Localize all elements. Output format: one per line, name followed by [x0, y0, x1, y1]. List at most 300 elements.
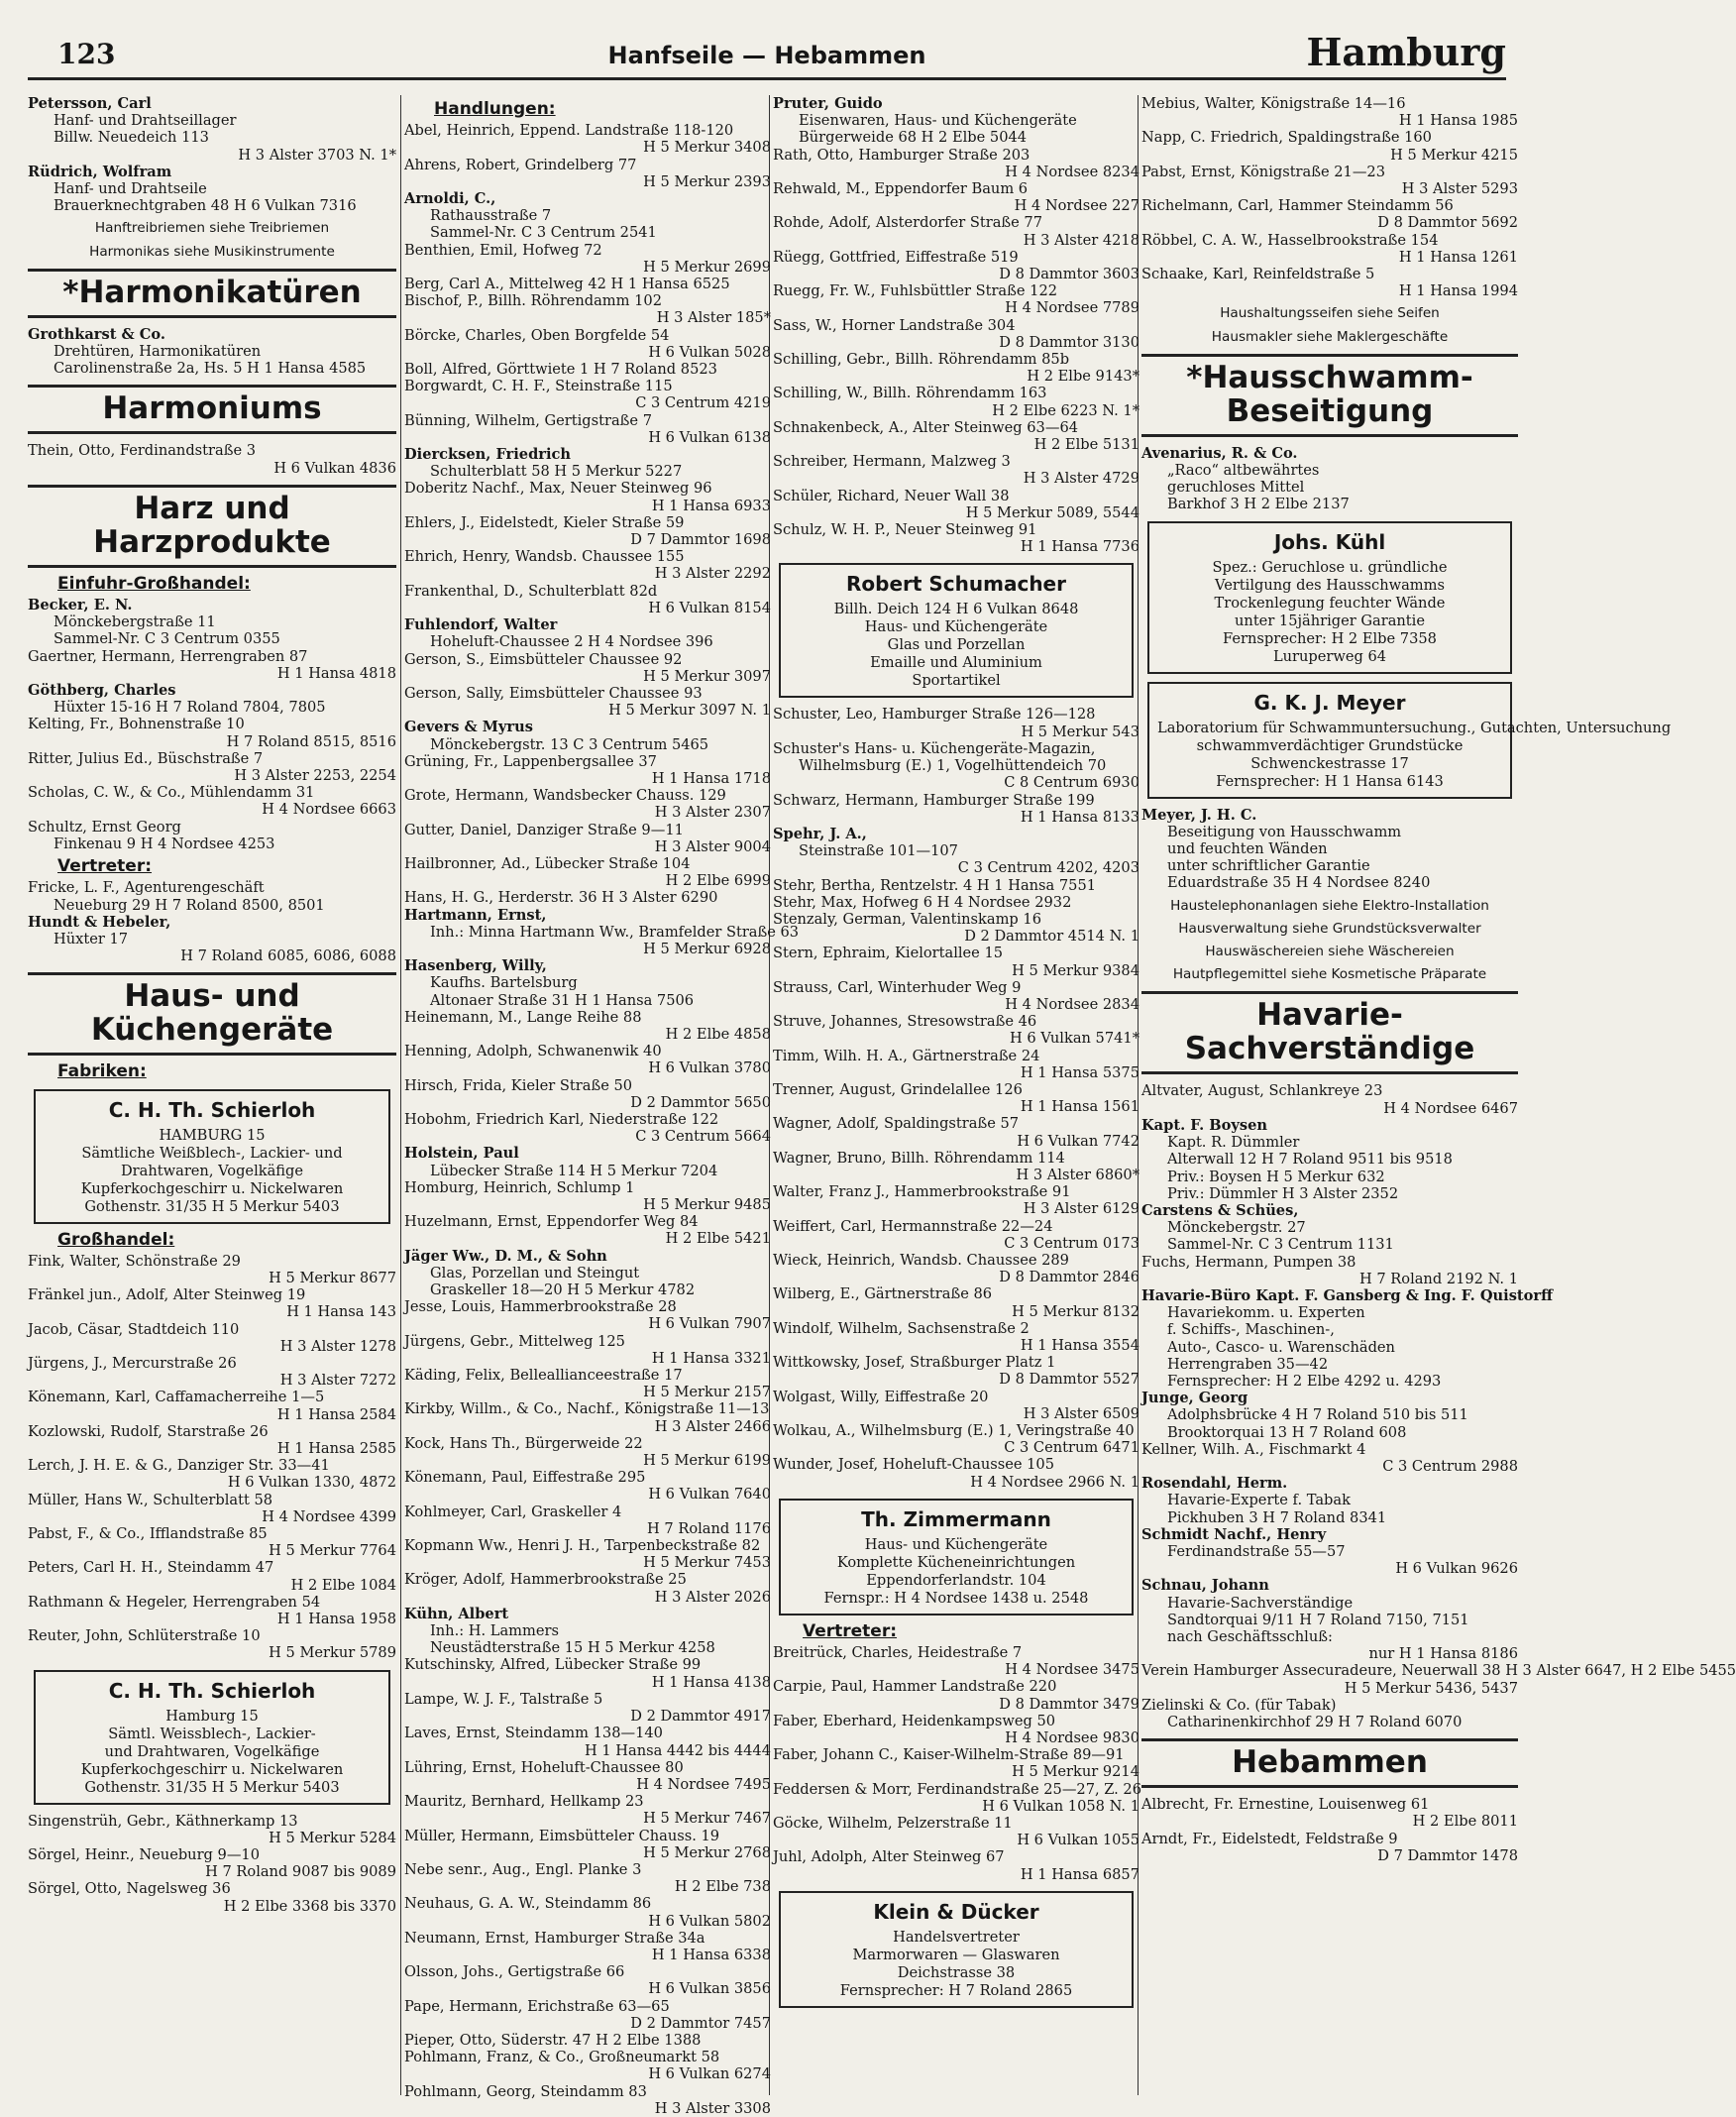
section-heading-line: Harz und	[134, 490, 290, 526]
directory-entry	[773, 1781, 1139, 1815]
entry-line: Benthien, Emil, Hofweg 72	[404, 241, 602, 259]
entry-name: Hasenberg, Willy,	[404, 957, 547, 975]
section-heading-line: Hebammen	[1232, 1744, 1428, 1781]
entry-line: Auto-, Casco- u. Warenschäden	[1167, 1338, 1395, 1356]
directory-entry	[404, 1963, 771, 1997]
section-heading	[1141, 354, 1518, 437]
entry-line: Gerson, Sally, Eimsbütteler Chaussee 93	[404, 684, 703, 702]
entry-phone: H 6 Vulkan 3780	[648, 1059, 771, 1077]
directory-entry	[28, 1457, 396, 1491]
entry-line: Ahrens, Robert, Grindelberg 77	[404, 156, 637, 173]
column-1	[28, 95, 396, 2095]
page-header	[28, 30, 1506, 77]
advertisement-line: Fernsprecher: H 1 Hansa 6143	[1216, 772, 1444, 790]
entry-phone: D 8 Dammtor 3479	[999, 1695, 1139, 1713]
entry-line: Brooktorquai 13 H 7 Roland 608	[1167, 1423, 1407, 1441]
directory-entry	[404, 412, 771, 446]
directory-entry	[1141, 1117, 1518, 1202]
directory-entry	[404, 906, 800, 958]
directory-entry	[404, 1571, 771, 1605]
entry-phone: H 3 Alster 3703 N. 1*	[238, 146, 396, 164]
directory-entry	[28, 1492, 396, 1525]
entry-phone: D 8 Dammtor 3603	[999, 266, 1139, 283]
directory-entry	[773, 488, 1139, 521]
advertisement-line: Eppendorferlandstr. 104	[866, 1571, 1046, 1589]
entry-line: Priv.: Boysen H 5 Merkur 632	[1167, 1168, 1385, 1185]
entry-line: Sammel-Nr. C 3 Centrum 0355	[54, 630, 280, 648]
directory-entry	[404, 2049, 771, 2082]
entry-line: Arndt, Fr., Eidelstedt, Feldstraße 9	[1141, 1830, 1398, 1847]
entry-line: Fränkel jun., Adolf, Alter Steinweg 19	[28, 1286, 306, 1304]
entry-line: Inh.: H. Lammers	[430, 1622, 559, 1640]
directory-entry	[404, 1043, 771, 1076]
entry-phone: D 7 Dammtor 1478	[1377, 1846, 1518, 1864]
entry-line: Kozlowski, Rudolf, Starstraße 26	[28, 1422, 269, 1440]
entry-line: Kapt. R. Dümmler	[1167, 1134, 1300, 1152]
section-heading-line: *Harmonikatüren	[62, 274, 362, 310]
directory-entry	[773, 1644, 1139, 1678]
entry-phone: C 3 Centrum 4219	[635, 394, 771, 412]
directory-entry	[404, 548, 771, 582]
entry-phone: D 2 Dammtor 7457	[630, 2014, 771, 2032]
cross-reference: Hanftreibriemen siehe Treibriemen	[94, 220, 330, 237]
entry-phone: H 6 Vulkan 5028	[648, 343, 771, 361]
entry-line: Borgwardt, C. H. F., Steinstraße 115	[404, 378, 673, 395]
subheading: Handlungen:	[434, 99, 556, 119]
directory-entry	[404, 1333, 771, 1367]
entry-line: Schwarz, Hermann, Hamburger Straße 199	[773, 791, 1095, 809]
entry-phone: H 1 Hansa 1985	[1398, 112, 1518, 130]
subheading: Vertreter:	[803, 1620, 898, 1641]
entry-phone: D 2 Dammtor 4917	[630, 1708, 771, 1726]
entry-phone: H 1 Hansa 4818	[276, 664, 396, 682]
directory-entry	[404, 855, 771, 889]
entry-line: Breitrück, Charles, Heidestraße 7	[773, 1644, 1023, 1662]
directory-entry	[404, 1725, 771, 1758]
directory-entry	[404, 1537, 771, 1571]
entry-line: Jacob, Cäsar, Stadtdeich 110	[28, 1320, 240, 1338]
entry-line: Hoheluft-Chaussee 2 H 4 Nordsee 396	[430, 633, 713, 651]
entry-phone: H 7 Roland 8515, 8516	[226, 732, 396, 750]
directory-entry	[1141, 266, 1518, 299]
subheading: Fabriken:	[57, 1061, 147, 1082]
entry-name: Junge, Georg	[1141, 1390, 1248, 1407]
entry-name: Gevers & Myrus	[404, 719, 533, 736]
entry-line: Hirsch, Frida, Kieler Straße 50	[404, 1076, 633, 1094]
entry-name: Hundt & Hebeler,	[28, 913, 171, 931]
directory-entry	[404, 292, 771, 326]
entry-phone: H 5 Merkur 3097 N. 1	[608, 702, 771, 720]
directory-entry	[28, 1880, 396, 1914]
directory-entry	[773, 351, 1139, 385]
advertisement-line: Gothenstr. 31/35 H 5 Merkur 5403	[84, 1197, 340, 1215]
directory-entry	[1141, 1577, 1518, 1662]
entry-line: Faber, Eberhard, Heidenkampsweg 50	[773, 1712, 1056, 1729]
directory-entry	[773, 147, 1139, 180]
directory-entry	[404, 276, 771, 292]
entry-line: Fuchs, Hermann, Pumpen 38	[1141, 1253, 1356, 1271]
directory-entry	[773, 740, 1139, 792]
entry-line: Sammel-Nr. C 3 Centrum 2541	[430, 224, 657, 242]
header-rule	[28, 77, 1506, 80]
entry-name: Arnoldi, C.,	[404, 190, 496, 208]
cross-reference: Hauswäschereien siehe Wäschereien	[1205, 944, 1455, 960]
advertisement-line: Deichstrasse 38	[897, 1963, 1016, 1981]
directory-entry	[404, 1759, 771, 1793]
entry-line: Rohde, Adolf, Alsterdorfer Straße 77	[773, 214, 1042, 232]
directory-entry	[28, 1525, 396, 1559]
entry-phone: H 6 Vulkan 5741*	[1010, 1030, 1139, 1048]
subheading: Großhandel:	[57, 1229, 175, 1250]
entry-line: Mönckebergstraße 11	[54, 613, 216, 631]
entry-phone: H 5 Merkur 5789	[269, 1644, 396, 1662]
entry-line: Bürgerweide 68 H 2 Elbe 5044	[799, 129, 1028, 147]
directory-entry	[404, 480, 771, 513]
directory-entry	[404, 822, 771, 855]
entry-phone: H 1 Hansa 4138	[651, 1673, 771, 1691]
entry-phone: H 1 Hansa 143	[286, 1303, 396, 1321]
section-heading	[1141, 991, 1518, 1074]
directory-entry	[404, 1077, 771, 1111]
cross-reference: Hautpflegemittel siehe Kosmetische Präparate	[1172, 966, 1487, 983]
entry-line: Altonaer Straße 31 H 1 Hansa 7506	[430, 991, 695, 1009]
directory-entry	[773, 979, 1139, 1013]
subheading: Vertreter:	[57, 856, 153, 877]
entry-line: Pieper, Otto, Süderstr. 47 H 2 Elbe 1388	[404, 2031, 702, 2049]
advertisement-line: Kupferkochgeschirr u. Nickelwaren	[80, 1760, 344, 1778]
entry-line: Stenzaly, German, Valentinskamp 16	[773, 910, 1041, 928]
entry-phone: H 6 Vulkan 7640	[648, 1486, 771, 1504]
entry-name: Avenarius, R. & Co.	[1141, 444, 1298, 462]
entry-phone: H 1 Hansa 1261	[1398, 248, 1518, 266]
entry-phone: H 1 Hansa 1994	[1398, 282, 1518, 300]
entry-phone: H 1 Hansa 2585	[276, 1439, 396, 1457]
entry-line: Pape, Hermann, Erichstraße 63—65	[404, 1997, 670, 2015]
directory-entry	[28, 648, 396, 682]
entry-line: und feuchten Wänden	[1167, 840, 1328, 858]
directory-entry	[773, 877, 1139, 894]
directory-entry	[28, 1846, 396, 1880]
advertisement-line: Spez.: Geruchlose u. gründliche	[1212, 558, 1448, 576]
entry-line: Altvater, August, Schlankreye 23	[1141, 1082, 1383, 1100]
entry-phone: H 4 Nordsee 6663	[262, 801, 396, 819]
page-number: 123	[57, 38, 116, 70]
entry-line: Boll, Alfred, Görttwiete 1 H 7 Roland 8523	[404, 361, 717, 379]
directory-entry	[28, 95, 396, 164]
entry-line: Neustädterstraße 15 H 5 Merkur 4258	[430, 1639, 715, 1657]
directory-entry	[1141, 1441, 1518, 1475]
entry-phone: H 4 Nordsee 7789	[1005, 299, 1139, 317]
advertisement-line: Luruperweg 64	[1272, 647, 1387, 665]
entry-phone: H 7 Roland 9087 bis 9089	[205, 1863, 396, 1881]
directory-entry	[404, 1656, 771, 1690]
entry-phone: H 1 Hansa 6857	[1020, 1865, 1139, 1883]
entry-phone: H 1 Hansa 3321	[651, 1349, 771, 1367]
entry-name: Schnau, Johann	[1141, 1577, 1269, 1595]
directory-entry	[404, 122, 771, 156]
directory-entry	[404, 1111, 771, 1145]
section-heading	[28, 385, 396, 434]
column-4	[1141, 95, 1736, 2095]
entry-line: Laves, Ernst, Steindamm 138—140	[404, 1725, 663, 1742]
entry-line: Havarie-Experte f. Tabak	[1167, 1492, 1351, 1509]
entry-line: Ferdinandstraße 55—57	[1167, 1542, 1346, 1560]
entry-phone: H 5 Merkur 5436, 5437	[1344, 1679, 1518, 1697]
entry-line: Wieck, Heinrich, Wandsb. Chaussee 289	[773, 1251, 1069, 1269]
directory-entry	[773, 706, 1139, 739]
cross-reference: Harmonikas siehe Musikinstrumente	[89, 243, 335, 260]
directory-entry	[404, 2032, 771, 2049]
entry-line: Könemann, Paul, Eiffestraße 295	[404, 1469, 646, 1487]
entry-phone: H 5 Merkur 7453	[643, 1554, 771, 1572]
directory-entry	[404, 719, 771, 752]
entry-line: Sörgel, Heinr., Neueburg 9—10	[28, 1846, 260, 1863]
advertisement-line: Sämtl. Weissblech-, Lackier-	[108, 1725, 316, 1742]
subheading: Einfuhr-Großhandel:	[57, 573, 251, 594]
entry-phone: H 6 Vulkan 6274	[648, 2065, 771, 2083]
entry-phone: H 3 Alster 185*	[656, 309, 771, 327]
entry-phone: H 5 Merkur 8132	[1012, 1302, 1139, 1320]
directory-entry	[1141, 445, 1518, 513]
directory-entry	[773, 1422, 1139, 1456]
directory-entry	[404, 157, 771, 190]
entry-line: Alterwall 12 H 7 Roland 9511 bis 9518	[1167, 1151, 1453, 1169]
city-title: Hamburg	[1306, 30, 1506, 74]
section-heading-line: Küchengeräte	[90, 1012, 334, 1049]
entry-line: Verein Hamburger Assecuradeure, Neuerwall 38 H 3 Alster 6647, H 2 Elbe 5455	[1141, 1662, 1736, 1680]
directory-entry	[28, 682, 396, 716]
directory-entry	[1141, 1662, 1736, 1697]
directory-entry	[1141, 1254, 1518, 1287]
advertisement-title: Klein & Dücker	[873, 1899, 1039, 1924]
entry-phone: H 3 Alster 7272	[279, 1372, 396, 1390]
entry-phone: H 5 Merkur 3097	[643, 667, 771, 685]
entry-phone: H 6 Vulkan 1055	[1017, 1832, 1139, 1849]
entry-line: Könemann, Karl, Caffamacherreihe 1—5	[28, 1389, 325, 1406]
entry-line: Olsson, Johs., Gertigstraße 66	[404, 1963, 625, 1981]
entry-line: Rath, Otto, Hamburger Straße 203	[773, 146, 1031, 164]
directory-entry	[404, 1828, 771, 1861]
directory-entry	[773, 1713, 1139, 1746]
entry-phone: H 3 Alster 2253, 2254	[234, 767, 396, 785]
entry-phone: H 6 Vulkan 6138	[648, 428, 771, 446]
advertisement-line: Haus- und Küchengeräte	[864, 618, 1048, 636]
section-heading	[28, 972, 396, 1056]
directory-entry	[404, 1793, 771, 1827]
entry-phone: H 4 Nordsee 7495	[636, 1775, 771, 1793]
directory-entry	[404, 242, 771, 276]
entry-name: Havarie-Büro Kapt. F. Gansberg & Ing. F. Quistorff	[1141, 1286, 1554, 1304]
directory-entry	[773, 95, 1139, 147]
entry-name: Schmidt Nachf., Henry	[1141, 1525, 1327, 1543]
entry-line: Rathausstraße 7	[430, 207, 552, 225]
entry-line: Berg, Carl A., Mittelweg 42 H 1 Hansa 6525	[404, 276, 730, 293]
advertisement-box	[1147, 521, 1512, 674]
entry-line: Kirkby, Willm., & Co., Nachf., Königstraße 11—13	[404, 1400, 770, 1418]
entry-line: Wagner, Bruno, Billh. Röhrendamm 114	[773, 1149, 1065, 1167]
directory-entry	[1141, 1390, 1518, 1441]
entry-phone: H 5 Merkur 6199	[643, 1452, 771, 1470]
entry-phone: H 5 Merkur 9384	[1012, 961, 1139, 979]
entry-phone: C 3 Centrum 4202, 4203	[957, 859, 1139, 877]
entry-line: Ritter, Julius Ed., Büschstraße 7	[28, 749, 264, 767]
entry-line: Weiffert, Carl, Hermannstraße 22—24	[773, 1217, 1053, 1235]
entry-line: Grote, Hermann, Wandsbecker Chauss. 129	[404, 787, 726, 805]
directory-entry	[404, 1691, 771, 1725]
entry-line: Rüegg, Gottfried, Eiffestraße 519	[773, 248, 1019, 266]
advertisement-line: Komplette Kücheneinrichtungen	[836, 1553, 1076, 1571]
entry-name: Kapt. F. Boysen	[1141, 1116, 1267, 1134]
entry-phone: D 8 Dammtor 3130	[999, 333, 1139, 351]
directory-entry	[1141, 197, 1518, 231]
cross-reference: Hausmakler siehe Maklergeschäfte	[1211, 328, 1449, 345]
directory-entry	[28, 1423, 396, 1457]
entry-line: Abel, Heinrich, Eppend. Landstraße 118-120	[404, 122, 734, 140]
entry-name: Rüdrich, Wolfram	[28, 163, 172, 180]
entry-name: Göthberg, Charles	[28, 682, 176, 700]
entry-line: Nebe senr., Aug., Engl. Planke 3	[404, 1860, 642, 1878]
entry-phone: C 3 Centrum 5664	[635, 1128, 771, 1146]
entry-line: Ehlers, J., Eidelstedt, Kieler Straße 59	[404, 513, 685, 531]
entry-phone: H 2 Elbe 6223 N. 1*	[992, 401, 1139, 419]
entry-phone: H 5 Merkur 543	[1021, 723, 1139, 740]
entry-phone: H 3 Alster 2292	[654, 565, 771, 583]
directory-entry	[1141, 95, 1518, 129]
entry-line: Havarie-Sachverständige	[1167, 1594, 1354, 1612]
entry-name: Rosendahl, Herm.	[1141, 1475, 1288, 1493]
entry-phone: nur H 1 Hansa 8186	[1368, 1645, 1518, 1663]
directory-entry	[1141, 1082, 1518, 1116]
advertisement-line: Handelsvertreter	[893, 1928, 1020, 1946]
directory-entry	[28, 819, 396, 852]
entry-line: Schüler, Richard, Neuer Wall 38	[773, 487, 1010, 504]
advertisement-line: Haus- und Küchengeräte	[864, 1535, 1048, 1553]
entry-phone: H 1 Hansa 1718	[651, 769, 771, 787]
entry-line: Mebius, Walter, Königstraße 14—16	[1141, 95, 1406, 112]
entry-line: Zielinski & Co. (für Tabak)	[1141, 1696, 1337, 1714]
entry-line: Richelmann, Carl, Hammer Steindamm 56	[1141, 197, 1454, 215]
directory-entry	[28, 914, 396, 965]
entry-line: Grüning, Fr., Lappenbergsallee 37	[404, 752, 657, 770]
entry-line: Faber, Johann C., Kaiser-Wilhelm-Straße 89—91	[773, 1746, 1125, 1764]
directory-entry	[1141, 129, 1518, 163]
entry-phone: H 4 Nordsee 2834	[1005, 995, 1139, 1013]
cross-reference: Haustelephonanlagen siehe Elektro-Installation	[1170, 897, 1489, 914]
entry-phone: H 6 Vulkan 8154	[648, 599, 771, 616]
directory-entry	[773, 911, 1139, 945]
entry-line: Schuster, Leo, Hamburger Straße 126—128	[773, 706, 1096, 724]
advertisement-title: C. H. Th. Schierloh	[108, 1097, 316, 1122]
directory-entry	[773, 1456, 1139, 1490]
column-divider	[400, 95, 401, 2095]
directory-entry	[28, 1253, 396, 1286]
entry-line: Mönckebergstr. 27	[1167, 1219, 1306, 1237]
entry-phone: H 3 Alster 2026	[654, 1588, 771, 1606]
entry-line: Schultz, Ernst Georg	[28, 818, 181, 836]
directory-entry	[404, 1435, 771, 1469]
directory-entry	[404, 616, 771, 650]
directory-entry	[773, 1013, 1139, 1047]
entry-phone: H 3 Alster 6509	[1023, 1404, 1139, 1422]
directory-entry	[773, 826, 1139, 877]
advertisement-box	[34, 1670, 390, 1805]
entry-line: Schilling, W., Billh. Röhrendamm 163	[773, 385, 1047, 402]
entry-phone: H 3 Alster 4729	[1023, 470, 1139, 488]
advertisement-line: Sportartikel	[912, 672, 1001, 690]
entry-line: Wilhelmsburg (E.) 1, Vogelhüttendeich 70	[799, 757, 1107, 775]
directory-entry	[773, 1285, 1139, 1319]
directory-entry	[773, 419, 1139, 453]
directory-entry	[404, 1367, 771, 1400]
advertisement-line: Schwenckestrasse 17	[1250, 754, 1409, 772]
entry-line: Wilberg, E., Gärtnerstraße 86	[773, 1285, 993, 1303]
entry-phone: H 5 Merkur 2768	[643, 1843, 771, 1861]
directory-entry	[773, 1389, 1139, 1422]
directory-entry	[773, 249, 1139, 282]
advertisement-line: Marmorwaren — Glaswaren	[852, 1946, 1060, 1963]
entry-name: Kühn, Albert	[404, 1605, 509, 1622]
entry-phone: D 7 Dammtor 1698	[630, 531, 771, 549]
directory-entry	[404, 651, 771, 685]
entry-line: Gerson, S., Eimsbütteler Chaussee 92	[404, 650, 683, 668]
entry-phone: H 2 Elbe 3368 bis 3370	[223, 1897, 396, 1915]
entry-line: Schuster's Hans- u. Küchengeräte-Magazin,	[773, 739, 1096, 757]
directory-entry	[1141, 1796, 1518, 1830]
directory-entry	[28, 784, 396, 818]
entry-line: Müller, Hans W., Schulterblatt 58	[28, 1491, 273, 1508]
entry-line: Lerch, J. H. E. & G., Danziger Str. 33—41	[28, 1457, 330, 1475]
entry-phone: H 2 Elbe 8011	[1412, 1813, 1518, 1831]
entry-line: Scholas, C. W., & Co., Mühlendamm 31	[28, 784, 315, 802]
column-3	[773, 95, 1139, 2095]
entry-phone: H 5 Merkur 7467	[643, 1810, 771, 1828]
entry-line: Jürgens, J., Mercurstraße 26	[28, 1354, 237, 1372]
entry-line: Frankenthal, D., Schulterblatt 82d	[404, 582, 658, 600]
entry-line: Sammel-Nr. C 3 Centrum 1131	[1167, 1236, 1394, 1254]
advertisement-line: Billh. Deich 124 H 6 Vulkan 8648	[833, 601, 1079, 618]
entry-line: Käding, Felix, Belleallianceestraße 17	[404, 1367, 683, 1385]
entry-phone: D 2 Dammtor 4514 N. 1	[964, 928, 1139, 946]
entry-line: Wolkau, A., Wilhelmsburg (E.) 1, Veringstraße 40	[773, 1422, 1135, 1440]
entry-phone: D 8 Dammtor 5527	[999, 1371, 1139, 1389]
directory-entry	[28, 1627, 396, 1661]
entry-line: Sandtorquai 9/11 H 7 Roland 7150, 7151	[1167, 1611, 1469, 1628]
advertisement-line: Trockenlegung feuchter Wände	[1214, 594, 1446, 612]
directory-entry	[773, 521, 1139, 555]
advertisement-title: Th. Zimmermann	[861, 1506, 1051, 1531]
advertisement-box	[34, 1089, 390, 1224]
entry-phone: H 1 Hansa 1958	[276, 1610, 396, 1627]
directory-entry	[773, 317, 1139, 351]
entry-phone: H 4 Nordsee 227	[1014, 197, 1139, 215]
column-2	[404, 95, 800, 2117]
entry-line: Schaake, Karl, Reinfeldstraße 5	[1141, 266, 1375, 283]
directory-entry	[773, 1150, 1139, 1183]
entry-line: Wolgast, Willy, Eiffestraße 20	[773, 1388, 989, 1405]
advertisement-box	[779, 563, 1134, 698]
directory-entry	[404, 327, 771, 361]
directory-entry	[404, 1298, 771, 1332]
entry-phone: H 4 Nordsee 4399	[262, 1507, 396, 1525]
entry-phone: H 6 Vulkan 3856	[648, 1980, 771, 1998]
entry-line: Graskeller 18—20 H 5 Merkur 4782	[430, 1281, 696, 1299]
entry-phone: H 1 Hansa 6933	[651, 497, 771, 514]
entry-phone: H 4 Nordsee 6467	[1383, 1099, 1518, 1117]
directory-entry	[404, 685, 771, 719]
entry-phone: H 7 Roland 2192 N. 1	[1359, 1270, 1518, 1287]
entry-name: Diercksen, Friedrich	[404, 446, 571, 464]
directory-entry	[28, 879, 396, 913]
